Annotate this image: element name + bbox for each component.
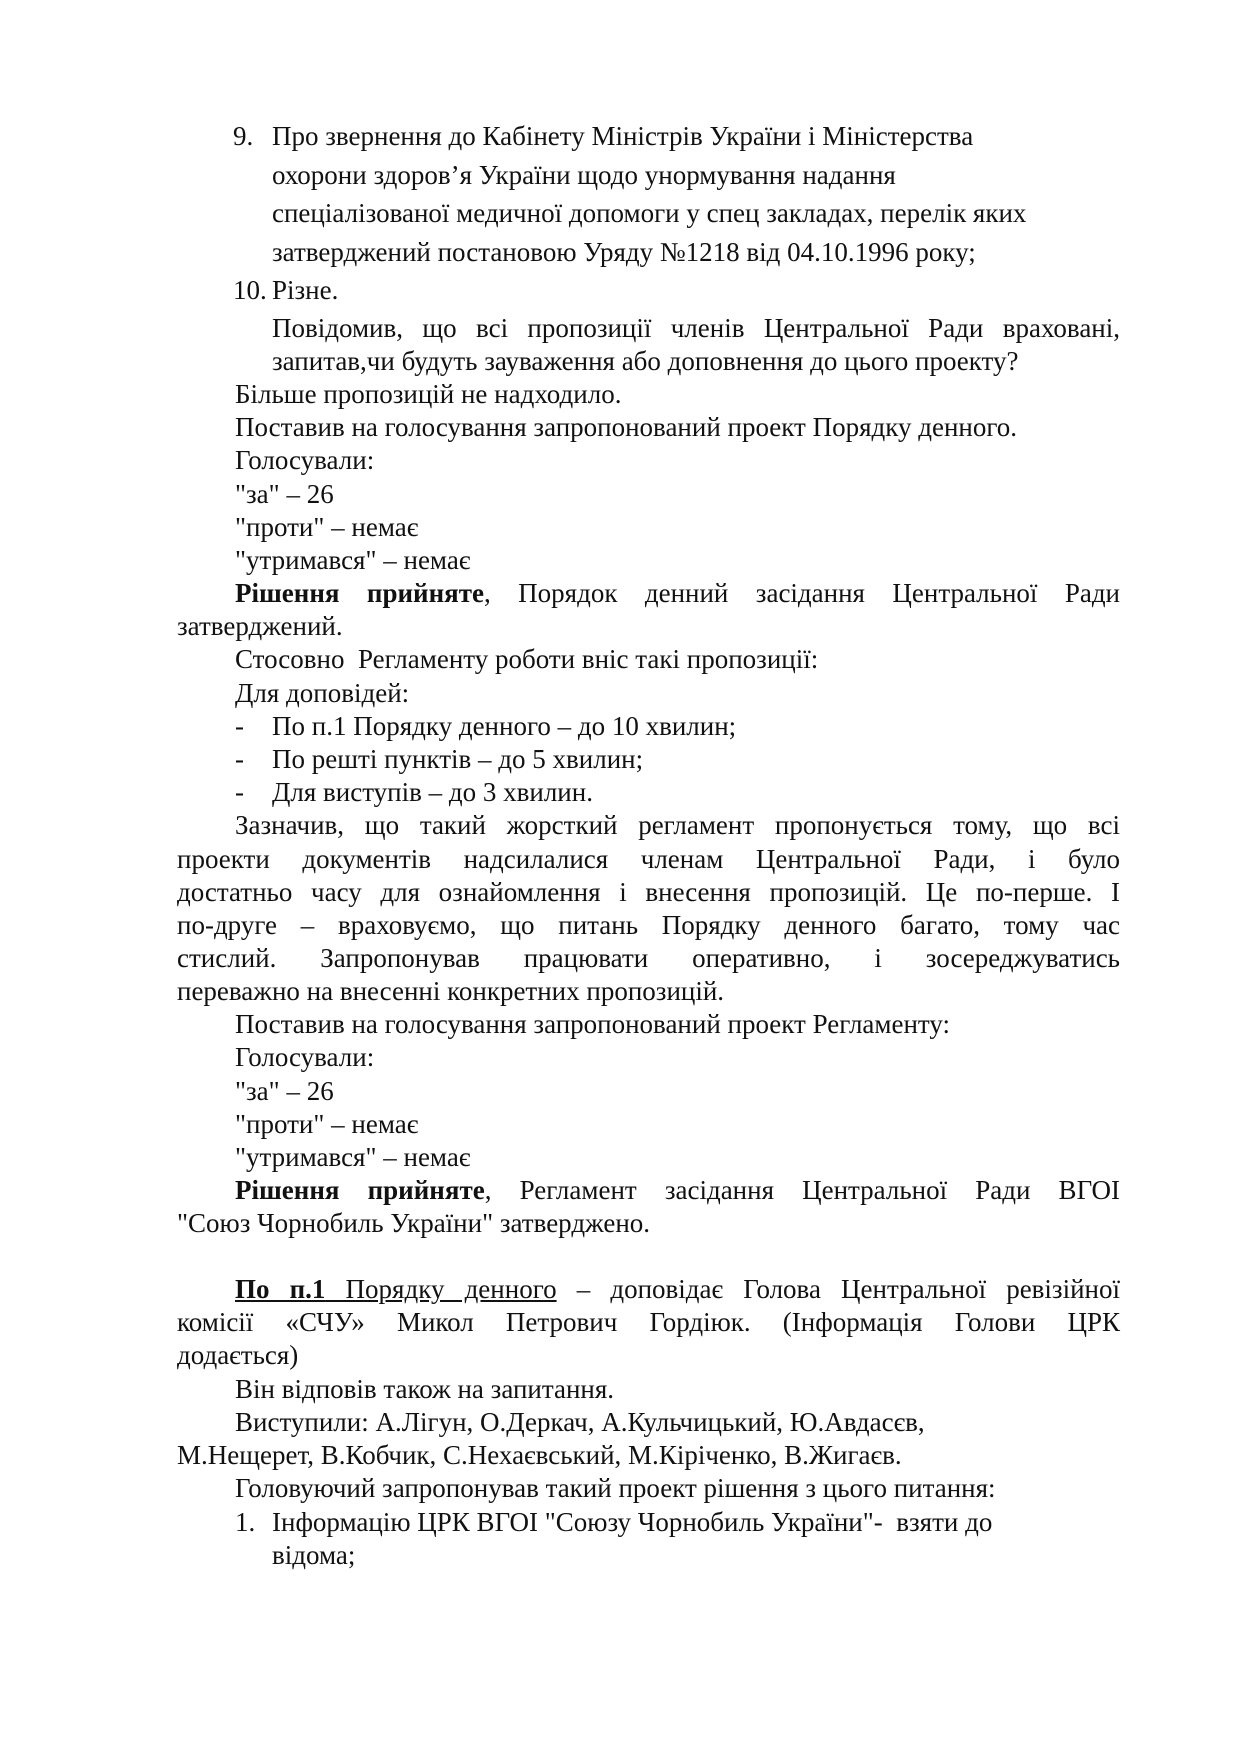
report-line-1: Повідомив, що всі пропозиції членів Центральної Ради враховані, bbox=[272, 313, 1120, 343]
decision-2-line-2: "Союз Чорнобиль України" затверджено. bbox=[177, 1208, 651, 1238]
decision-2-bold: Рішення прийняте bbox=[235, 1175, 485, 1205]
explain-line-5: стислий. Запропонував працювати оперативно, і зосереджуватись bbox=[177, 943, 1120, 973]
vote-2-for: "за" – 26 bbox=[235, 1076, 334, 1106]
item-9-number: 9. bbox=[233, 121, 254, 151]
vote-2-intro: Поставив на голосування запропонований проект Регламенту: bbox=[235, 1009, 951, 1039]
point-1-label-bold: По п.1 bbox=[235, 1274, 326, 1304]
decision-2-line-1 bbox=[235, 1173, 1120, 1207]
decision-item-1-number: 1. bbox=[235, 1507, 256, 1537]
regulation-dash-3: - bbox=[235, 777, 244, 807]
decision-2-rest: , Регламент засідання Центральної Ради ВГОІ bbox=[484, 1175, 1120, 1205]
item-10-number: 10. bbox=[233, 275, 267, 305]
item-9-line-4: затверджений постановою Уряду №1218 від 04.10.1996 року; bbox=[272, 237, 976, 267]
report-line-2: запитав,чи будуть зауваження або доповнення до цього проекту? bbox=[272, 346, 1019, 376]
decision-item-1-line-2: відома; bbox=[272, 1540, 356, 1570]
vote-1-abstain: "утримався" – немає bbox=[235, 545, 471, 575]
regulation-item-2: По решті пунктів – до 5 хвилин; bbox=[272, 744, 644, 774]
regulation-dash-2: - bbox=[235, 744, 244, 774]
regulations-intro: Стосовно Регламенту роботи вніс такі пропозиції: bbox=[235, 644, 819, 674]
vote-1-intro: Поставив на голосування запропонований проект Порядку денного. bbox=[235, 412, 1018, 442]
decision-item-1-line-1: Інформацію ЦРК ВГОІ "Союзу Чорнобиль України"- взяти до bbox=[272, 1507, 993, 1537]
explain-line-1: Зазначив, що такий жорсткий регламент пропонується тому, що всі bbox=[235, 810, 1120, 840]
regulations-for-reports: Для доповідей: bbox=[235, 678, 410, 708]
explain-line-3: достатньо часу для ознайомлення і внесення пропозицій. Це по-перше. І bbox=[177, 877, 1120, 907]
explain-line-6: переважно на внесенні конкретних пропозицій. bbox=[177, 976, 725, 1006]
explain-line-2: проекти документів надсилалися членам Центральної Ради, і було bbox=[177, 844, 1120, 874]
vote-1-for: "за" – 26 bbox=[235, 479, 334, 509]
decision-1-rest: , Порядок денний засідання Центральної Ради bbox=[484, 578, 1121, 608]
answered-questions: Він відповів також на запитання. bbox=[235, 1374, 615, 1404]
decision-1-bold: Рішення прийняте bbox=[235, 578, 485, 608]
point-1-line-3: додається) bbox=[177, 1340, 299, 1370]
speakers-line-2: М.Нещерет, В.Кобчик, С.Нехаєвський, М.Кіріченко, В.Жигаєв. bbox=[177, 1440, 902, 1470]
point-1-label-rest: Порядку денного bbox=[325, 1274, 557, 1304]
point-1-line-2: комісії «СЧУ» Микол Петрович Гордіюк. (Інформація Голови ЦРК bbox=[177, 1307, 1120, 1337]
no-more-proposals: Більше пропозицій не надходило. bbox=[235, 379, 622, 409]
speakers-line-1: Виступили: А.Лігун, О.Деркач, А.Кульчицький, Ю.Авдасєв, bbox=[235, 1407, 925, 1437]
vote-2-against: "проти" – немає bbox=[235, 1109, 419, 1139]
decision-1-line-2: затверджений. bbox=[177, 611, 343, 641]
regulation-dash-1: - bbox=[235, 711, 244, 741]
explain-line-4: по-друге – враховуємо, що питань Порядку денного багато, тому час bbox=[177, 910, 1120, 940]
decision-1-line-1 bbox=[235, 576, 1120, 610]
regulation-item-1: По п.1 Порядку денного – до 10 хвилин; bbox=[272, 711, 737, 741]
vote-1-header: Голосували: bbox=[235, 445, 375, 475]
vote-2-header: Голосували: bbox=[235, 1042, 375, 1072]
item-10-text: Різне. bbox=[272, 275, 339, 305]
item-9-line-3: спеціалізованої медичної допомоги у спец закладах, перелік яких bbox=[272, 198, 1027, 228]
point-1-line-1 bbox=[235, 1272, 1120, 1306]
chair-proposal: Головуючий запропонував такий проект рішення з цього питання: bbox=[235, 1473, 996, 1503]
vote-2-abstain: "утримався" – немає bbox=[235, 1142, 471, 1172]
item-9-line-1: Про звернення до Кабінету Міністрів України і Міністерства bbox=[272, 121, 974, 151]
item-9-line-2: охорони здоров’я України щодо унормування надання bbox=[272, 160, 896, 190]
point-1-rest: – доповідає Голова Центральної ревізійної bbox=[556, 1274, 1120, 1304]
vote-1-against: "проти" – немає bbox=[235, 512, 419, 542]
regulation-item-3: Для виступів – до 3 хвилин. bbox=[272, 777, 593, 807]
